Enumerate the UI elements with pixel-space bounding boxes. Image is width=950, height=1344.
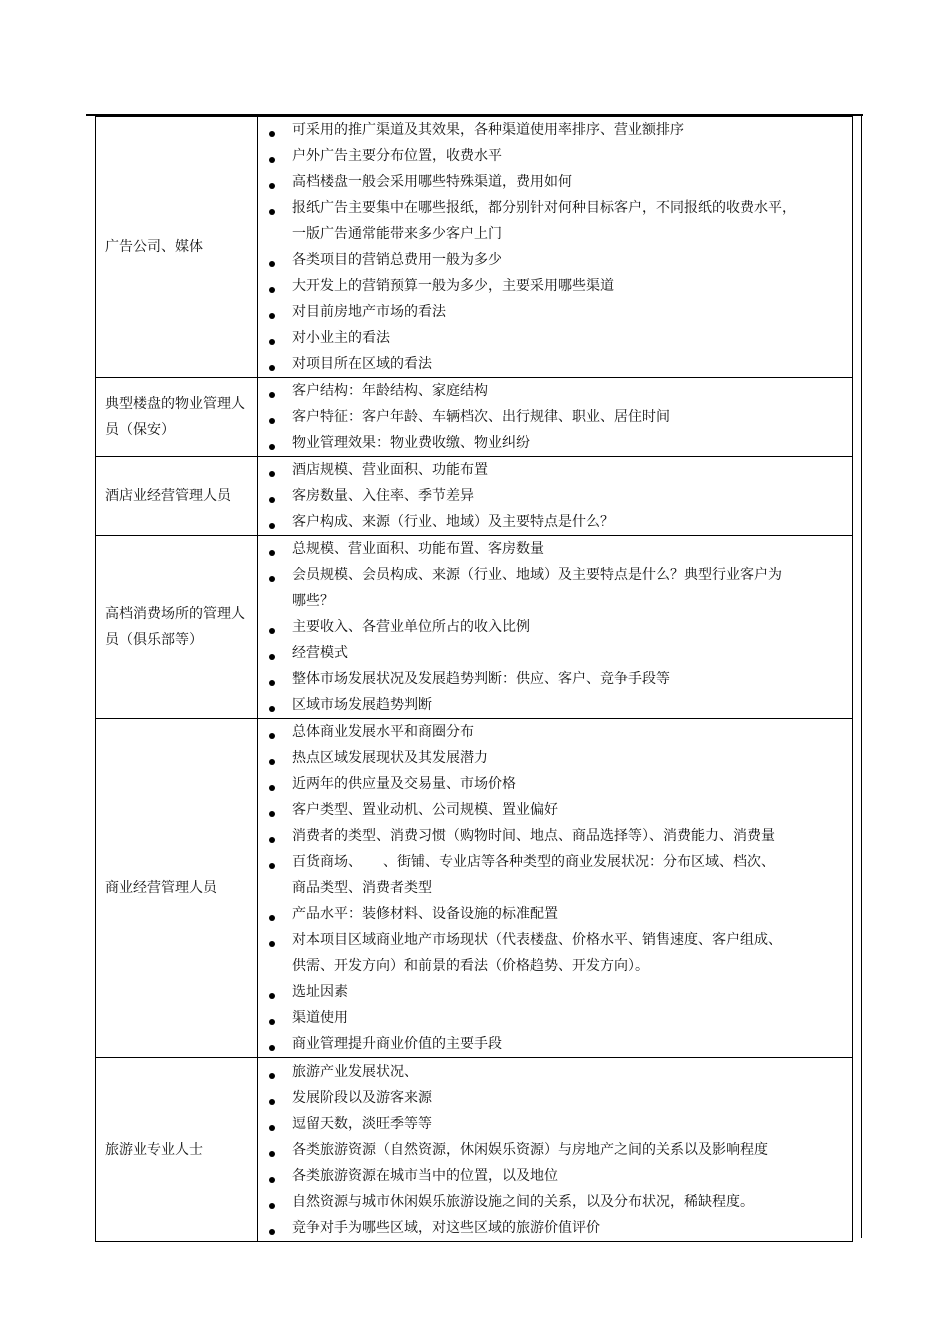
list-item: 客户类型、置业动机、公司规模、置业偏好 [258,797,852,823]
list-item: 商业管理提升商业价值的主要手段 [258,1031,852,1057]
list-item: 户外广告主要分布位置，收费水平 [258,143,852,169]
row-label: 广告公司、媒体 [96,117,258,378]
list-item: 客户构成、来源（行业、地域）及主要特点是什么？ [258,509,852,535]
list-item: 逗留天数，淡旺季等等 [258,1111,852,1137]
list-item: 区域市场发展趋势判断 [258,692,852,718]
row-label: 高档消费场所的管理人员（俱乐部等） [96,536,258,719]
row-items [258,1058,853,1242]
list-item: 一版广告通常能带来多少客户上门 [292,226,502,242]
list-item: 可采用的推广渠道及其效果，各种渠道使用率排序、营业额排序 [258,117,852,143]
row-label: 酒店业经营管理人员 [96,457,258,536]
list-item: 近两年的供应量及交易量、市场价格 [258,771,852,797]
list-item: 客户特征：客户年龄、车辆档次、出行规律、职业、居住时间 [258,404,852,430]
list-item: 旅游产业发展状况、 [258,1059,852,1085]
list-item: 酒店规模、营业面积、功能布置 [258,457,852,483]
list-item: 经营模式 [258,640,852,666]
list-item: 各类旅游资源在城市当中的位置，以及地位 [258,1163,852,1189]
table-row [96,719,853,1058]
list-item: 百货商场、 、街铺、专业店等各种类型的商业发展状况：分布区域、档次、 [258,849,852,875]
list-item: 商品类型、消费者类型 [292,880,432,896]
row-label: 商业经营管理人员 [96,719,258,1058]
list-item: 渠道使用 [258,1005,852,1031]
row-items [258,378,853,457]
list-item: 总规模、营业面积、功能布置、客房数量 [258,536,852,562]
list-item: 高档楼盘一般会采用哪些特殊渠道，费用如何 [258,169,852,195]
list-item: 会员规模、会员构成、来源（行业、地域）及主要特点是什么？典型行业客户为 [258,562,852,588]
list-item: 整体市场发展状况及发展趋势判断：供应、客户、竞争手段等 [258,666,852,692]
list-item: 热点区域发展现状及其发展潜力 [258,745,852,771]
list-item: 物业管理效果：物业费收缴、物业纠纷 [258,430,852,456]
row-label: 旅游业专业人士 [96,1058,258,1242]
list-item: 主要收入、各营业单位所占的收入比例 [258,614,852,640]
list-item: 选址因素 [258,979,852,1005]
list-item: 报纸广告主要集中在哪些报纸，都分别针对何种目标客户，不同报纸的收费水平， [258,195,852,221]
right-rule [861,114,862,1238]
table-row [96,457,853,536]
table-row [96,117,853,378]
table-row [96,536,853,719]
list-item: 对目前房地产市场的看法 [258,299,852,325]
interview-table [95,116,853,1242]
row-items [258,117,853,378]
list-item: 大开发上的营销预算一般为多少，主要采用哪些渠道 [258,273,852,299]
list-item: 客户结构：年龄结构、家庭结构 [258,378,852,404]
list-item: 对项目所在区域的看法 [258,351,852,377]
list-item: 哪些？ [292,593,334,609]
list-item: 各类旅游资源（自然资源，休闲娱乐资源）与房地产之间的关系以及影响程度 [258,1137,852,1163]
row-items [258,719,853,1058]
list-item: 供需、开发方向）和前景的看法（价格趋势、开发方向）。 [292,958,649,974]
row-items [258,457,853,536]
row-label: 典型楼盘的物业管理人员（保安） [96,378,258,457]
list-item: 发展阶段以及游客来源 [258,1085,852,1111]
list-item: 自然资源与城市休闲娱乐旅游设施之间的关系，以及分布状况，稀缺程度。 [258,1189,852,1215]
list-item: 对本项目区域商业地产市场现状（代表楼盘、价格水平、销售速度、客户组成、 [258,927,852,953]
list-item: 产品水平：装修材料、设备设施的标准配置 [258,901,852,927]
list-item: 消费者的类型、消费习惯（购物时间、地点、商品选择等）、消费能力、消费量 [258,823,852,849]
list-item: 客房数量、入住率、季节差异 [258,483,852,509]
list-item: 对小业主的看法 [258,325,852,351]
table-row [96,1058,853,1242]
list-item: 竞争对手为哪些区域，对这些区域的旅游价值评价 [258,1215,852,1241]
row-items [258,536,853,719]
list-item: 各类项目的营销总费用一般为多少 [258,247,852,273]
list-item: 总体商业发展水平和商圈分布 [258,719,852,745]
table-row [96,378,853,457]
